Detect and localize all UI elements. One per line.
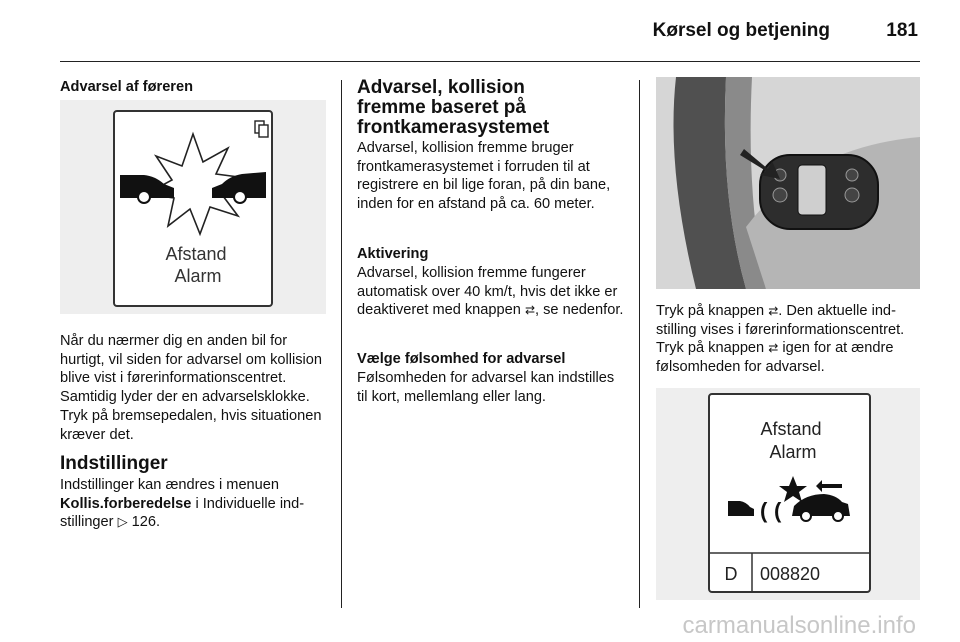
display-label-line1: Afstand — [760, 419, 822, 439]
column-divider — [341, 80, 342, 608]
figure-distance-display — [656, 388, 920, 600]
figure-label-line2: Alarm — [174, 266, 222, 286]
menu-item-name: Kollis.forberedelse — [60, 495, 192, 512]
paragraph-activation — [357, 264, 625, 320]
car-distance-icon: ⇄ — [768, 304, 779, 318]
odometer-readout: 008820 — [760, 564, 821, 584]
car-distance-icon: ⇄ — [768, 341, 779, 356]
section-heading: Advarsel af føreren — [60, 79, 194, 95]
figure-label-line1: Afstand — [165, 244, 227, 264]
svg-text:(: ( — [760, 498, 768, 523]
settings-text-b: i Individuelle indstillinger — [60, 495, 305, 531]
watermark: carmanualsonline.info — [682, 612, 916, 639]
figure-steering-wheel — [656, 77, 920, 289]
section-heading-fcw: Advarsel, kollision fremme baseret på frontkamerasystemet — [357, 77, 550, 138]
paragraph-settings — [60, 476, 326, 532]
page-header — [60, 0, 920, 62]
figure-distance-alarm — [60, 100, 326, 314]
svg-text:(: ( — [774, 498, 782, 523]
arrow-right-icon: ▷ — [117, 514, 128, 530]
section-heading-settings: Indstillinger — [60, 453, 168, 474]
paragraph-fcw: Advarsel, kollision fremme bruger frontkamerasystemet i forruden til at registrere en bil lige foran, på din bane, inden for en afstand på ca. 60 meter. — [357, 140, 611, 213]
subheading-activation: Aktivering — [357, 246, 429, 262]
press-text-a: Tryk på knappen — [656, 303, 769, 319]
page-ref: 126. — [131, 514, 161, 531]
display-label-line2: Alarm — [769, 442, 817, 462]
press-text-c: igen for at ændre følsomheden for advarsel. — [656, 340, 894, 376]
paragraph-sensitivity: Følsomheden for advarsel kan indstilles til kort, mellemlang eller lang. — [357, 370, 615, 405]
distance-alarm-illustration — [60, 100, 326, 314]
settings-text-a: Indstillinger kan ændres i menuen — [60, 477, 280, 493]
column-divider — [639, 80, 640, 608]
steering-wheel-illustration — [656, 77, 920, 289]
gear-indicator: D — [724, 564, 738, 584]
press-text-b: . Den aktuelle indstilling vises i førerinformationscentret. Tryk på knappen — [656, 303, 905, 357]
distance-display-illustration — [656, 388, 920, 600]
activation-text-b: , se nedenfor. — [535, 302, 624, 319]
paragraph-press-button — [656, 302, 926, 377]
activation-text-a: Advarsel, kollision fremme fungerer automatisk over 40 km/t, hvis det ikke er deaktiveret med knappen — [357, 265, 618, 319]
paragraph-warning: Når du nærmer dig en anden bil for hurtigt, vil siden for advarsel om kollision blive vist i førerinformationscentret. Samtidig lyder der en advarselsklokke. Tryk på bremsepedalen, hvis situationen kræver det. — [60, 333, 322, 443]
page-number: 181 — [886, 20, 918, 41]
car-distance-icon: ⇄ — [524, 303, 535, 318]
page-title: Kørsel og betjening — [652, 20, 830, 41]
subheading-sensitivity: Vælge følsomhed for advarsel — [357, 351, 566, 367]
